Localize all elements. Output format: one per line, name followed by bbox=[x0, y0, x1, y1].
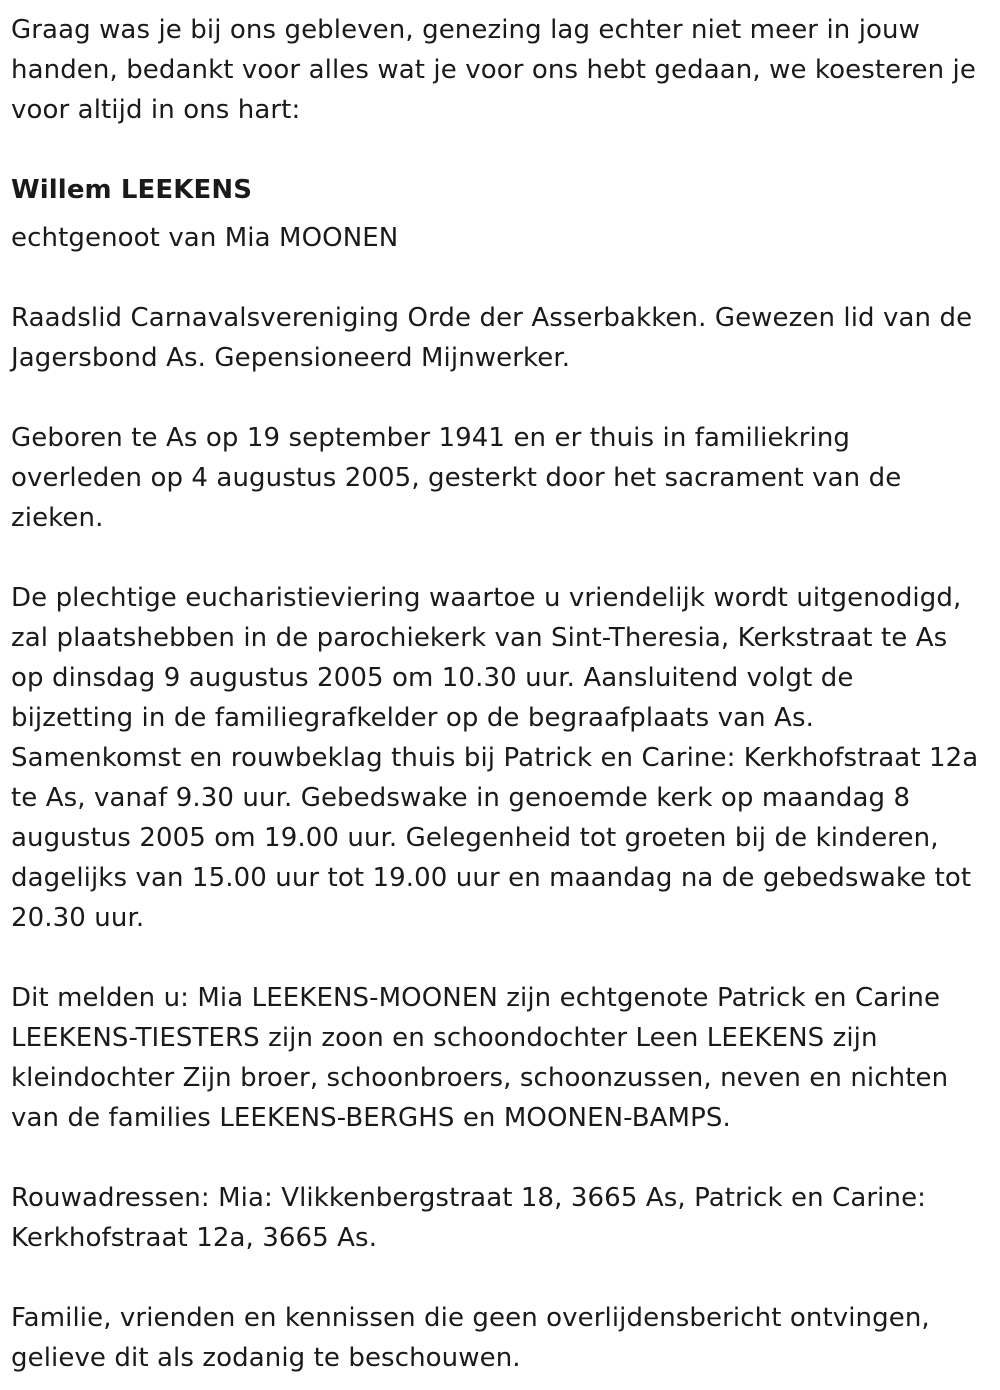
text-line: Kerkhofstraat 12a, 3665 As. bbox=[11, 1223, 378, 1253]
text-line: Jagersbond As. Gepensioneerd Mijnwerker. bbox=[11, 343, 571, 373]
paragraph-spacer bbox=[11, 938, 990, 978]
text-line: zal plaatshebben in de parochiekerk van Sint-Theresia, Kerkstraat te As bbox=[11, 623, 948, 653]
text-line: LEEKENS-TIESTERS zijn zoon en schoondochter Leen LEEKENS zijn bbox=[11, 1023, 878, 1053]
text-line: Geboren te As op 19 september 1941 en er thuis in familiekring bbox=[11, 423, 851, 453]
text-line: De plechtige eucharistieviering waartoe u vriendelijk wordt uitgenodigd, bbox=[11, 583, 962, 613]
deceased-name: Willem LEEKENS bbox=[11, 175, 253, 205]
intro-paragraph bbox=[11, 10, 990, 130]
memberships-paragraph bbox=[11, 298, 990, 378]
text-line: bijzetting in de familiegrafkelder op de begraafplaats van As. bbox=[11, 703, 814, 733]
addresses-paragraph bbox=[11, 1178, 990, 1258]
text-line: Rouwadressen: Mia: Vlikkenbergstraat 18, 3665 As, Patrick en Carine: bbox=[11, 1183, 927, 1213]
text-line: Dit melden u: Mia LEEKENS-MOONEN zijn echtgenote Patrick en Carine bbox=[11, 983, 941, 1013]
text-line: op dinsdag 9 augustus 2005 om 10.30 uur. Aansluitend volgt de bbox=[11, 663, 854, 693]
paragraph-spacer bbox=[11, 1138, 990, 1178]
text-line: Samenkomst en rouwbeklag thuis bij Patrick en Carine: Kerkhofstraat 12a bbox=[11, 743, 979, 773]
text-line: gelieve dit als zodanig te beschouwen. bbox=[11, 1343, 521, 1373]
text-line: augustus 2005 om 19.00 uur. Gelegenheid tot groeten bij de kinderen, bbox=[11, 823, 939, 853]
spouse-line: echtgenoot van Mia MOONEN bbox=[11, 223, 399, 253]
text-line: overleden op 4 augustus 2005, gesterkt door het sacrament van de bbox=[11, 463, 902, 493]
text-line: dagelijks van 15.00 uur tot 19.00 uur en maandag na de gebedswake tot bbox=[11, 863, 972, 893]
paragraph-spacer bbox=[11, 258, 990, 298]
text-line: Graag was je bij ons gebleven, genezing lag echter niet meer in jouw bbox=[11, 15, 920, 45]
announcers-paragraph bbox=[11, 978, 990, 1138]
closing-paragraph bbox=[11, 1298, 990, 1378]
paragraph-spacer bbox=[11, 130, 990, 170]
paragraph-spacer bbox=[11, 538, 990, 578]
text-line: Familie, vrienden en kennissen die geen overlijdensbericht ontvingen, bbox=[11, 1303, 930, 1333]
text-line: te As, vanaf 9.30 uur. Gebedswake in genoemde kerk op maandag 8 bbox=[11, 783, 911, 813]
text-line: kleindochter Zijn broer, schoonbroers, schoonzussen, neven en nichten bbox=[11, 1063, 949, 1093]
text-line: voor altijd in ons hart: bbox=[11, 95, 301, 125]
ceremony-paragraph bbox=[11, 578, 990, 938]
deceased-block bbox=[11, 170, 990, 258]
paragraph-spacer bbox=[11, 1258, 990, 1298]
birth-death-paragraph bbox=[11, 418, 990, 538]
text-line: Raadslid Carnavalsvereniging Orde der Asserbakken. Gewezen lid van de bbox=[11, 303, 973, 333]
text-line: 20.30 uur. bbox=[11, 903, 145, 933]
text-line: handen, bedankt voor alles wat je voor ons hebt gedaan, we koesteren je bbox=[11, 55, 976, 85]
text-line: zieken. bbox=[11, 503, 104, 533]
text-line: van de families LEEKENS-BERGHS en MOONEN-BAMPS. bbox=[11, 1103, 731, 1133]
paragraph-spacer bbox=[11, 378, 990, 418]
